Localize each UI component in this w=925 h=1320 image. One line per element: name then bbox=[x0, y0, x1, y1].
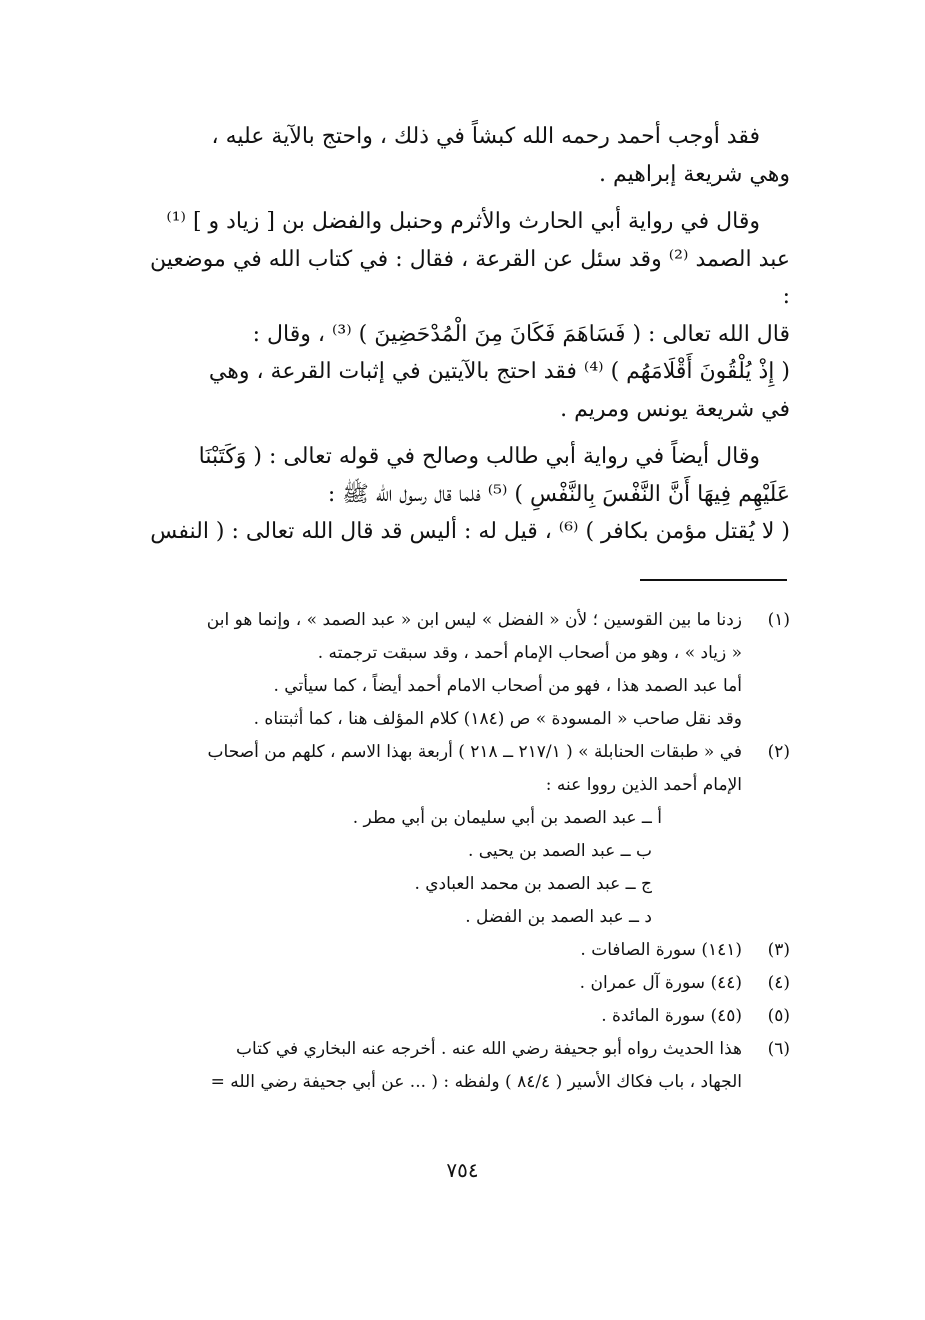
footnote-number: (٥) bbox=[767, 1006, 790, 1026]
footnote-line: (١٤١) سورة الصافات . bbox=[580, 940, 742, 960]
page-number: ٧٥٤ bbox=[446, 1158, 479, 1182]
footnote-line: وقد نقل صاحب « المسودة » ص (١٨٤) كلام المؤلف هنا ، كما أثبتناه . bbox=[253, 709, 742, 729]
footnote-line: أما عبد الصمد هذا ، فهو من أصحاب الامام أحمد أيضاً ، كما سيأتي . bbox=[273, 676, 742, 696]
main-text-line: ( إِذْ يُلْقُونَ أَقْلَامَهُم ) ⁽⁴⁾ فقد احتج بالآيتين في إثبات القرعة ، وهي bbox=[208, 359, 790, 384]
main-text-line: وهي شريعة إبراهيم . bbox=[598, 161, 790, 187]
footnote bbox=[150, 736, 790, 934]
footnote-number: (١) bbox=[767, 610, 790, 630]
footnote bbox=[150, 1000, 790, 1033]
footnote-line: في « طبقات الحنابلة » ( ٢١٧/١ ــ ٢١٨ ) أربعة بهذا الاسم ، كلهم من أصحاب bbox=[207, 742, 742, 762]
footnote-list-item: ج ــ عبد الصمد بن محمد العبادي . bbox=[414, 874, 652, 894]
main-text-line: عبد الصمد ⁽²⁾ وقد سئل عن القرعة ، فقال : في كتاب الله في موضعين : bbox=[150, 246, 790, 309]
footnote bbox=[150, 934, 790, 967]
main-text-block bbox=[150, 118, 790, 551]
footnote-list-item: أ ــ عبد الصمد بن أبي سليمان بن أبي مطر . bbox=[352, 808, 662, 828]
footnote bbox=[150, 1033, 790, 1099]
footnote-line: « زياد » ، وهو من أصحاب الإمام أحمد ، وقد سبقت ترجمته . bbox=[317, 643, 742, 663]
footnote bbox=[150, 967, 790, 1000]
footnote-line: الإمام أحمد الذين رووا عنه : bbox=[545, 775, 742, 795]
footnote bbox=[150, 604, 790, 736]
footnote-separator bbox=[640, 579, 787, 581]
main-text-line: وقال في رواية أبي الحارث والأثرم وحنبل والفضل بن [ زياد و ] ⁽¹⁾ bbox=[166, 209, 760, 234]
footnote-line: زدنا ما بين القوسين ؛ لأن « الفضل » ليس ابن « عبد الصمد » ، وإنما هو ابن bbox=[206, 610, 742, 630]
footnote-number: (٣) bbox=[767, 940, 790, 960]
footnotes-block bbox=[150, 604, 790, 1099]
main-text-line: في شريعة يونس ومريم . bbox=[560, 396, 790, 422]
footnote-line: هذا الحديث رواه أبو جحيفة رضي الله عنه . أخرجه عنه البخاري في كتاب bbox=[236, 1039, 742, 1059]
main-text-line: قال الله تعالى : ( فَسَاهَمَ فَكَانَ مِنَ الْمُدْحَضِينَ ) ⁽³⁾ ، وقال : bbox=[252, 321, 790, 347]
footnote-list-item: ب ــ عبد الصمد بن يحيى . bbox=[467, 841, 652, 861]
footnote-line: (٤٥) سورة المائدة . bbox=[601, 1006, 742, 1026]
main-text-line: عَلَيْهِم فِيهَا أَنَّ النَّفْسَ بِالنَّفْسِ ) ⁽⁵⁾ فلما قال رسول الله ﷺ : bbox=[327, 481, 790, 507]
footnote-number: (٦) bbox=[767, 1039, 790, 1059]
main-text-line: ( لا يُقتل مؤمن بكافر ) ⁽⁶⁾ ، قيل له : أليس قد قال الله تعالى : ( النفس bbox=[150, 519, 790, 544]
footnote-line: (٤٤) سورة آل عمران . bbox=[579, 973, 742, 993]
footnote-list-item: د ــ عبد الصمد بن الفضل . bbox=[465, 907, 652, 927]
footnote-number: (٤) bbox=[767, 973, 790, 993]
main-text-line: فقد أوجب أحمد رحمه الله كبشاً في ذلك ، واحتج بالآية عليه ، bbox=[211, 124, 760, 149]
footnote-line: الجهاد ، باب فكاك الأسير ( ٨٤/٤ ) ولفظه : ( ... عن أبي جحيفة رضي الله = bbox=[210, 1072, 742, 1092]
footnote-number: (٢) bbox=[767, 742, 790, 762]
main-text-line: وقال أيضاً في رواية أبي طالب وصالح في قوله تعالى : ( وَكَتَبْنَا bbox=[198, 444, 760, 469]
